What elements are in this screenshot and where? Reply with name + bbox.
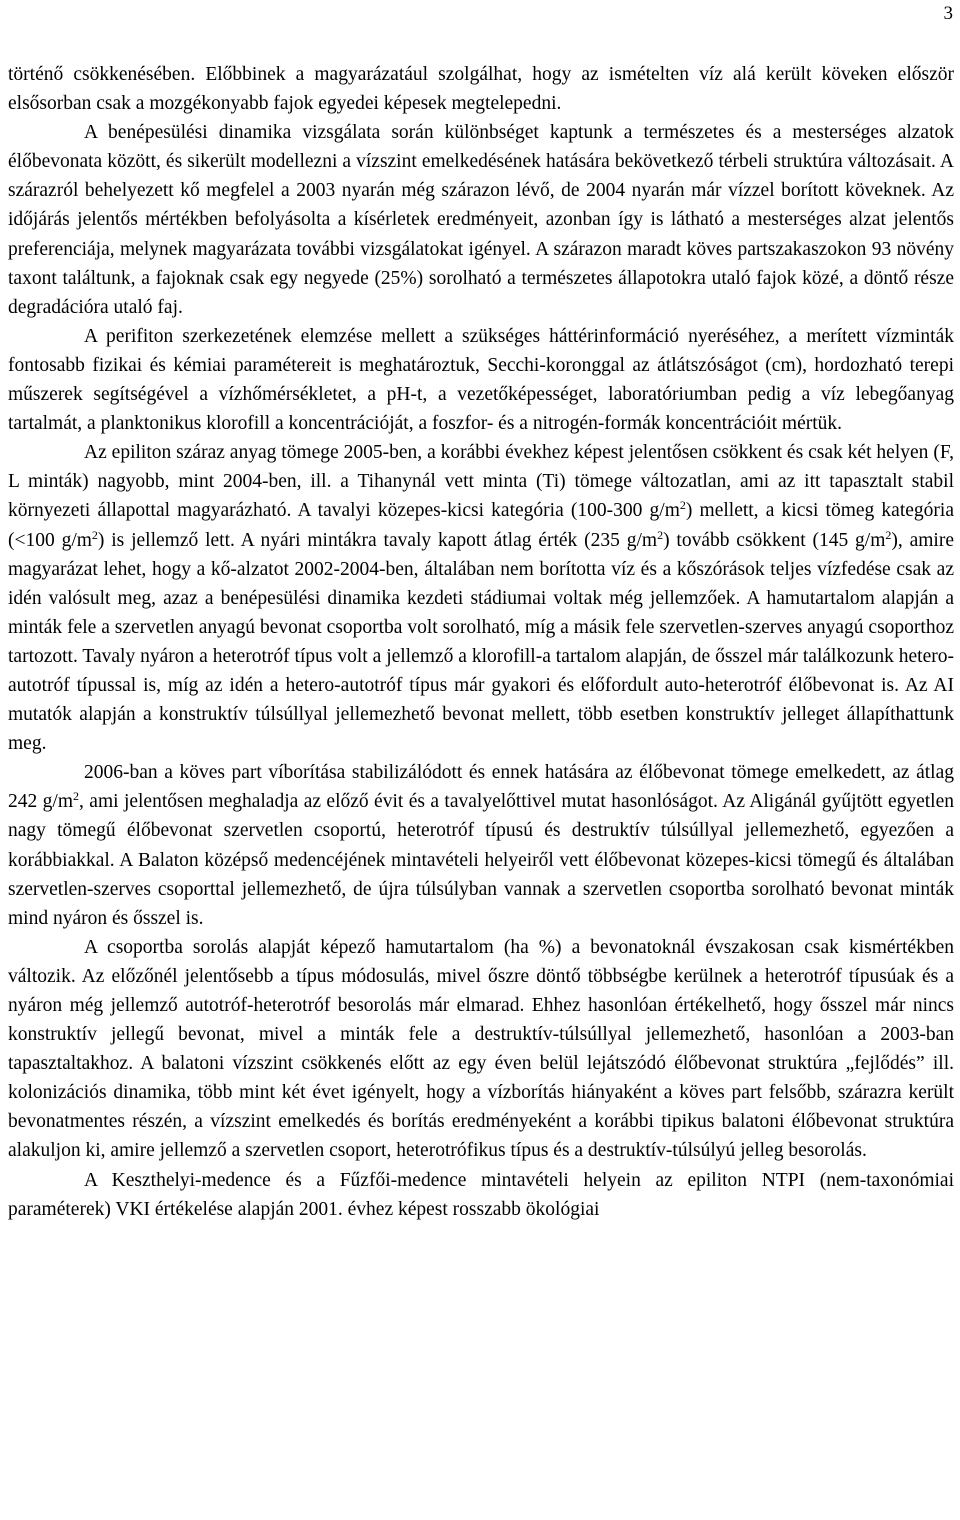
superscript: 2 [91,527,98,542]
paragraph [8,933,954,1166]
body-text [8,60,954,1224]
text-segment: 2006-ban a köves part víborítása stabilizálódott és ennek hatására az élőbevonat tömege emelkedett, az átlag 242 g/m [8,762,954,813]
superscript: 2 [657,527,664,542]
paragraph [8,758,954,933]
superscript: 2 [679,498,686,513]
superscript: 2 [73,789,79,804]
text-segment: A perifiton szerkezetének elemzése mellett a szükséges háttérinformáció nyeréséhez, a merített vízminták fontosabb fizikai és kémiai paramétereit is meghatároztuk, Secchi-koronggal az átlátszóságot (cm), hordozható terepi műszerek segítségével a vízhőmérsékletet, a pH-t, a vezetőképességet, laboratóriumban pedig a víz lebegőanyag tartalmát, a planktonikus klorofill a koncentrációját, a foszfor- és a nitrogén-formák koncentrációit mértük. [8,325,954,435]
paragraph [8,438,954,758]
paragraph [8,118,954,322]
paragraph [8,1166,954,1224]
paragraph [8,60,954,118]
text-segment: ) is jellemző lett. A nyári mintákra tavaly kapott átlag érték (235 g/m [97,529,658,551]
text-segment: A csoportba sorolás alapját képező hamutartalom (ha %) a bevonatoknál évszakosan csak kismértékben változik. Az előzőnél jelentősebb a típus módosulás, mivel őszre döntő többségbe kerülnek a heterotróf típusúak és a nyáron még jellemző autotróf-heterotróf besorolás már elmarad. Ehhez hasonlóan értékelhető, hogy ősszel már nincs konstruktív jellegű bevonat, mivel a minták fele a destruktív-túlsúllyal jellemezhető, hasonlóan a 2003-ban tapasztaltakhoz. A balatoni vízszint csökkenés előtt az egy éven belül lejátszódó élőbevonat struktúra „fejlődés” ill. kolonizációs dinamika, több mint két évet igényelt, hogy a vízborítás hiányaként a köves part felsőbb, szárazra került bevonatmentes részén, a vízszint emelkedés és borítás eredményeként a korábbi tipikus balatoni élőbevonat struktúra alakuljon ki, amire jellemző a szervetlen csoport, heterotrófikus típus és a destruktív-túlsúlyú jelleg besorolás. [8,936,954,1162]
text-segment: ) mellett, a kicsi tömeg kategória (<100 g/m [8,500,954,551]
text-segment: Az epiliton száraz anyag tömege 2005-ben, a korábbi évekhez képest jelentősen csökkent és csak két helyen (F, L minták) nagyobb, mint 2004-ben, ill. a Tihanynál vett minta (Ti) tömege változatlan, ami az itt tapasztalt stabil környezeti állapottal magyarázható. A tavalyi közepes-kicsi kategória (100-300 g/m [8,442,954,522]
text-segment: ), amire magyarázat lehet, hogy a kő-alzatot 2002-2004-ben, általában nem borította víz és a kőszórások teljes vízfedése csak az idén valósult meg, azaz a benépesülési dinamika kezdeti stádiumai voltak még jellemzőek. A hamutartalom alapján a minták fele a szervetlen anyagú bevonat csoportba volt sorolható, míg a másik fele szervetlen-szerves anyagú csoporthoz tartozott. Tavaly nyáron a heterotróf típus volt a jellemző a klorofill-a tartalom alapján, de ősszel már találkozunk hetero-autotróf típussal is, míg az idén a hetero-autotróf típus már gyakori és előfordult auto-heterotróf élőbevonat is. Az AI mutatók alapján a konstruktív túlsúllyal jellemezhető bevonat mellett, több esetben konstruktív jelleget állapíthattunk meg. [8,529,954,755]
paragraph [8,322,954,438]
text-segment: A Keszthelyi-medence és a Fűzfői-medence mintavételi helyein az epiliton NTPI (nem-taxonómiai paraméterek) VKI értékelése alapján 2001. évhez képest rosszabb ökológiai [8,1169,954,1220]
page-number: 3 [943,3,953,24]
text-segment: A benépesülési dinamika vizsgálata során különbséget kaptunk a természetes és a mesterséges alzatok élőbevonata között, és sikerült modellezni a vízszint emelkedésének hatására bekövetkező térbeli struktúra változásait. A szárazról behelyezett kő megfelel a 2003 nyarán még szárazon lévő, de 2004 nyarán már vízzel borított köveknek. Az időjárás jelentős mértékben befolyásolta a kísérletek eredményeit, azonban így is látható a mesterséges alzat jelentős preferenciája, melynek magyarázata további vizsgálatokat igényel. A szárazon maradt köves partszakaszokon 93 növény taxont találtunk, a fajoknak csak egy negyede (25%) sorolható a természetes állapotokra utaló fajok közé, a döntő része degradációra utaló faj. [8,122,954,318]
text-segment: , ami jelentősen meghaladja az előző évit és a tavalyelőttivel mutat hasonlóságot. Az Aligánál gyűjtött egyetlen nagy tömegű élőbevonat szervetlen csoportú, heterotróf típusú és destruktív túlsúllyal jellemezhető, egyezően a korábbiakkal. A Balaton középső medencéjének mintavételi helyeiről vett élőbevonat közepes-kicsi tömegű és általában szervetlen-szerves csoporttal jellemezhető, de újra túlsúlyban vannak a szervetlen csoportba sorolható bevonat minták mind nyáron és ősszel is. [8,791,954,929]
text-segment: történő csökkenésében. Előbbinek a magyarázatául szolgálhat, hogy az ismételten víz alá került köveken először elsősorban csak a mozgékonyabb fajok egyedei képesek megtelepedni. [8,64,954,115]
text-segment: ) tovább csökkent (145 g/m [663,529,886,551]
superscript: 2 [885,527,892,542]
